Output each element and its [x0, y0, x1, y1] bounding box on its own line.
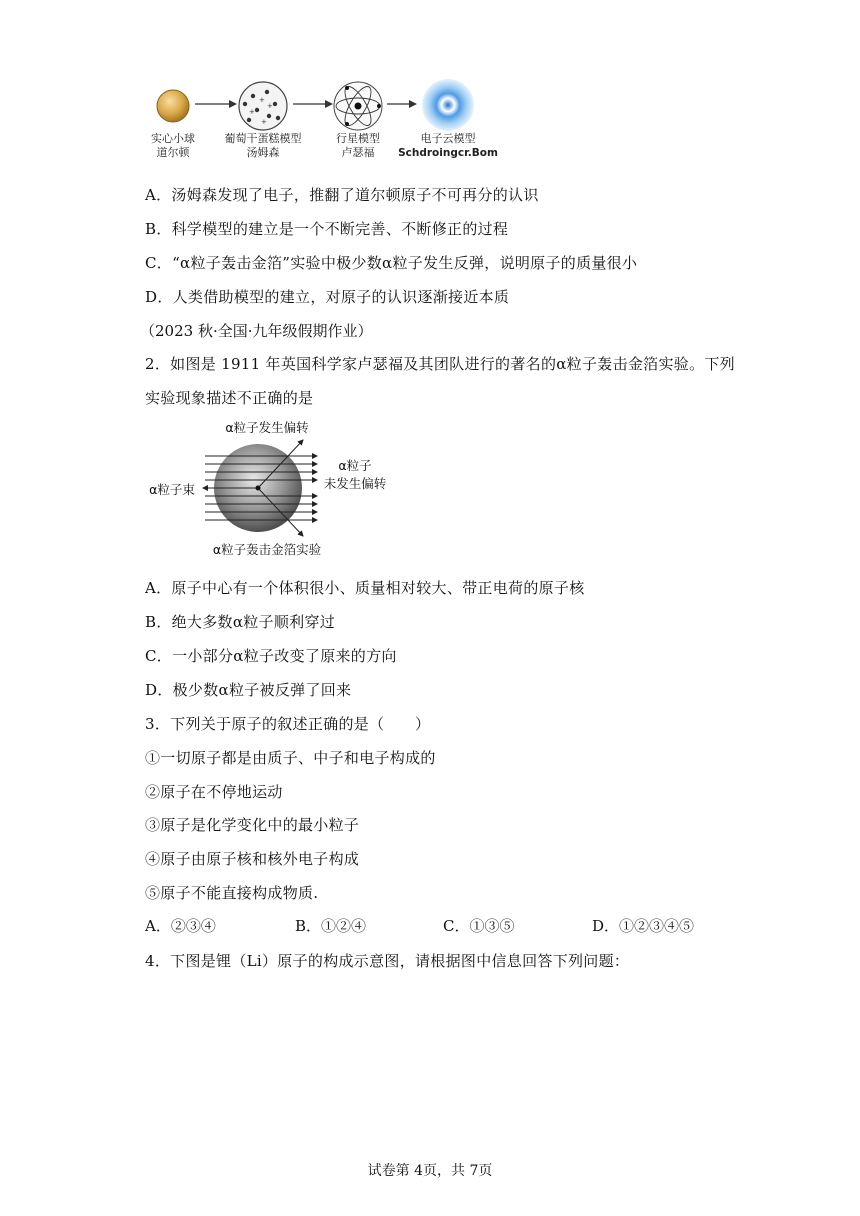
- q2-option-c: C．一小部分α粒子改变了原来的方向: [145, 647, 397, 665]
- q2-option-a: A．原子中心有一个体积很小、质量相对较大、带正电荷的原子核: [145, 579, 585, 597]
- q1-option-b: B．科学模型的建立是一个不断完善、不断修正的过程: [145, 220, 509, 238]
- q2-stem-line2: 实验现象描述不正确的是: [145, 389, 314, 407]
- electron-cloud-icon: [422, 79, 474, 131]
- q3-statement-5: ⑤原子不能直接构成物质.: [145, 884, 319, 902]
- q2-stem-line1: 2．如图是 1911 年英国科学家卢瑟福及其团队进行的著名的α粒子轰击金箔实验。下列: [145, 355, 735, 373]
- q3-stem: 3．下列关于原子的叙述正确的是（ ）: [145, 715, 431, 733]
- page-footer: 试卷第 4页，共 7页: [367, 1163, 493, 1179]
- q1-option-a: A．汤姆森发现了电子，推翻了道尔顿原子不可再分的认识: [145, 186, 539, 204]
- solid-ball-icon: [157, 90, 189, 122]
- arrow-icon: [195, 100, 237, 108]
- label-alpha-particle: α粒子: [338, 458, 372, 473]
- q3-option-a: A．②③④: [145, 917, 216, 935]
- label-not-deflected: 未发生偏转: [323, 476, 387, 491]
- model-name-planetary: 行星模型: [336, 132, 380, 145]
- q3-statement-2: ②原子在不停地运动: [145, 783, 283, 801]
- label-deflected: α粒子发生偏转: [225, 420, 309, 435]
- q1-option-c: C．“α粒子轰击金箔”实验中极少数α粒子发生反弹，说明原子的质量很小: [145, 254, 638, 272]
- alpha-scattering-figure: [145, 418, 405, 563]
- arrow-icon: [387, 100, 417, 108]
- q3-option-d: D．①②③④⑤: [592, 917, 695, 935]
- q3-option-b: B．①②④: [295, 917, 367, 935]
- model-name-solid: 实心小球: [151, 132, 195, 145]
- model-scientist-rutherford: 卢瑟福: [341, 146, 375, 159]
- svg-text:+: +: [249, 108, 255, 116]
- arrow-icon: [293, 100, 333, 108]
- q2-option-b: B．绝大多数α粒子顺利穿过: [145, 613, 336, 631]
- q4-stem: 4．下图是锂（Li）原子的构成示意图，请根据图中信息回答下列问题：: [145, 952, 630, 970]
- plum-pudding-model-icon: [239, 82, 287, 130]
- model-scientist-schrodinger-born: Schdroingcr.Bom: [398, 147, 498, 159]
- label-alpha-beam: α粒子束: [149, 482, 195, 497]
- model-name-plum-pudding: 葡萄干蛋糕模型: [224, 132, 302, 145]
- q1-source: （2023 秋·全国·九年级假期作业）: [140, 322, 373, 340]
- svg-text:+: +: [267, 102, 273, 110]
- q3-statement-4: ④原子由原子核和核外电子构成: [145, 850, 360, 868]
- model-name-electron-cloud: 电子云模型: [420, 132, 476, 145]
- label-experiment-title: α粒子轰击金箔实验: [212, 542, 322, 557]
- model-scientist-thomson: 汤姆森: [246, 146, 280, 159]
- q3-option-c: C．①③⑤: [443, 917, 515, 935]
- model-scientist-dalton: 道尔顿: [156, 146, 190, 159]
- svg-text:+: +: [259, 96, 265, 104]
- q3-statement-3: ③原子是化学变化中的最小粒子: [145, 816, 360, 834]
- atomic-models-figure: [145, 78, 545, 163]
- planetary-model-icon: [334, 82, 382, 130]
- q1-option-d: D．人类借助模型的建立，对原子的认识逐渐接近本质: [145, 288, 510, 306]
- svg-text:+: +: [261, 118, 267, 126]
- q3-statement-1: ①一切原子都是由质子、中子和电子构成的: [145, 749, 436, 767]
- q2-option-d: D．极少数α粒子被反弹了回来: [145, 681, 352, 699]
- nucleus-dot: [256, 486, 261, 491]
